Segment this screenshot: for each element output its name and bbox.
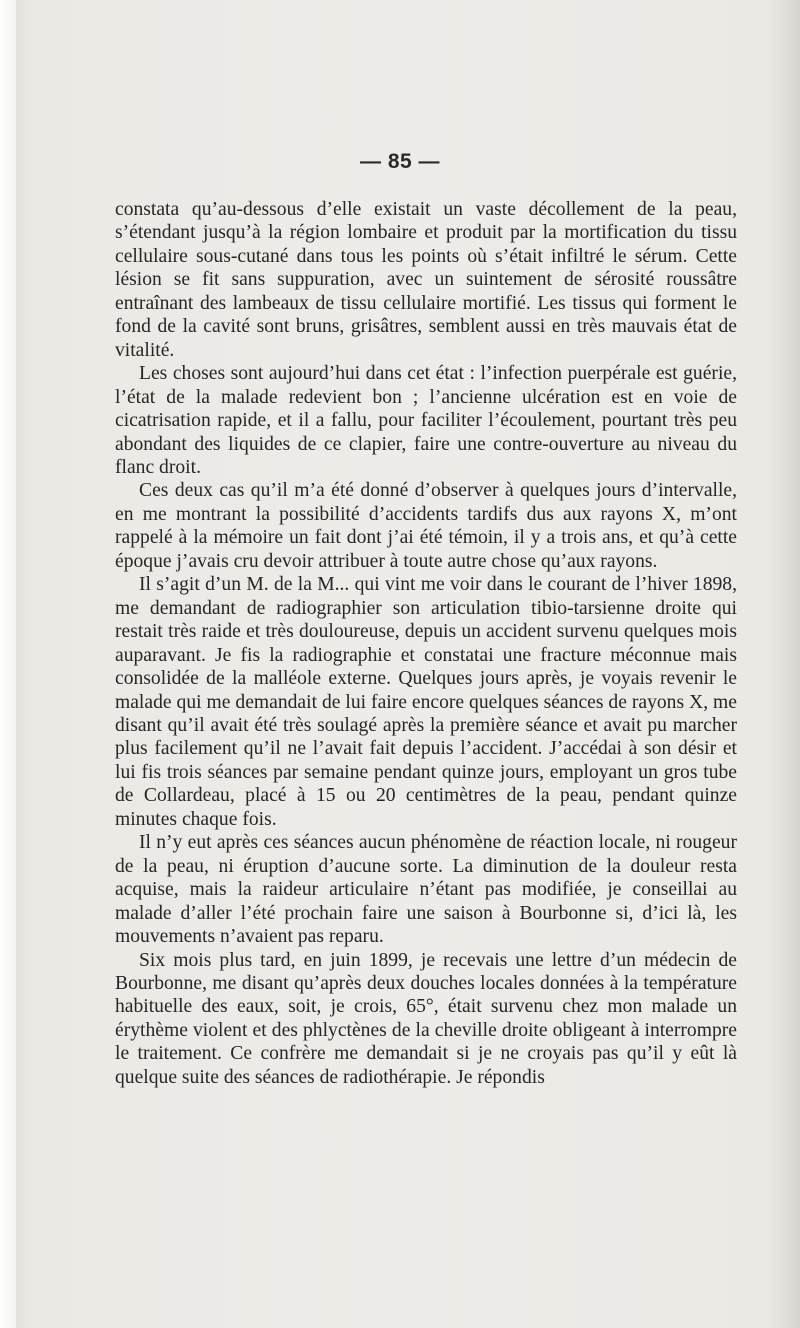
paragraph-3: Ces deux cas qu’il m’a été donné d’observer à quelques jours d’intervalle, en me montrant la possibilité d’accidents tardifs dus aux rayons X, m’ont rappelé à la mémoire un fait dont j’ai été témoin, il y a trois ans, et qu’à cette époque j’avais cru devoir attribuer à toute autre chose qu’aux rayons. bbox=[115, 480, 737, 572]
body-text bbox=[115, 198, 737, 1089]
paragraph-1: constata qu’au-dessous d’elle existait un vaste décollement de la peau, s’étendant jusqu’à la région lombaire et produit par la mortification du tissu cellulaire sous-cutané dans tous les points où s’était infiltré le sérum. Cette lésion se fit sans suppuration, avec un suintement de sérosité roussâtre entraînant des lambeaux de tissu cellulaire mortifié. Les tissus qui forment le fond de la cavité sont bruns, grisâtres, semblent aussi en très mauvais état de vitalité. bbox=[115, 199, 737, 361]
paragraph-5: Il n’y eut après ces séances aucun phénomène de réaction locale, ni rougeur de la peau, ni éruption d’aucune sorte. La diminution de la douleur resta acquise, mais la raideur articulaire n’étant pas modifiée, je conseillai au malade d’aller l’été prochain faire une saison à Bourbonne si, d’ici là, les mouvements n’avaient pas reparu. bbox=[115, 832, 737, 948]
page-edge bbox=[0, 0, 16, 1328]
paragraph-6: Six mois plus tard, en juin 1899, je recevais une lettre d’un médecin de Bourbonne, me disant qu’après deux douches locales données à la température habituelle des eaux, soit, je crois, 65°, était survenu chez mon malade un érythème violent et des phlyctènes de la cheville droite obligeant à interrompre le traitement. Ce confrère me demandait si je ne croyais pas qu’il y eût là quelque suite des séances de radiothérapie. Je répondis bbox=[115, 949, 737, 1088]
page-number: — 85 — bbox=[359, 150, 441, 173]
paragraph-2: Les choses sont aujourd’hui dans cet état : l’infection puerpérale est guérie, l’état de la malade redevient bon ; l’ancienne ulcération est en voie de cicatrisation rapide, et il a fallu, pour faciliter l’écoulement, pourtant très peu abondant des liquides de ce clapier, faire une contre-ouverture au niveau du flanc droit. bbox=[115, 363, 737, 478]
paragraph-4: Il s’agit d’un M. de la M... qui vint me voir dans le courant de l’hiver 1898, me demandant de radiographier son articulation tibio-tarsienne droite qui restait très raide et très douloureuse, depuis un accident survenu quelques mois auparavant. Je fis la radiographie et constatai une fracture méconnue mais consolidée de la malléole externe. Quelques jours après, je voyais revenir le malade qui me demandait de lui faire encore quelques séances de rayons X, me disant qu’il avait été très soulagé après la première séance et avait pu marcher plus facilement qu’il ne l’avait fait depuis l’accident. J’accédai à son désir et lui fis trois séances par semaine pendant quinze jours, employant un gros tube de Collardeau, placé à 15 ou 20 centimètres de la peau, pendant quinze minutes chaque fois. bbox=[115, 574, 737, 830]
